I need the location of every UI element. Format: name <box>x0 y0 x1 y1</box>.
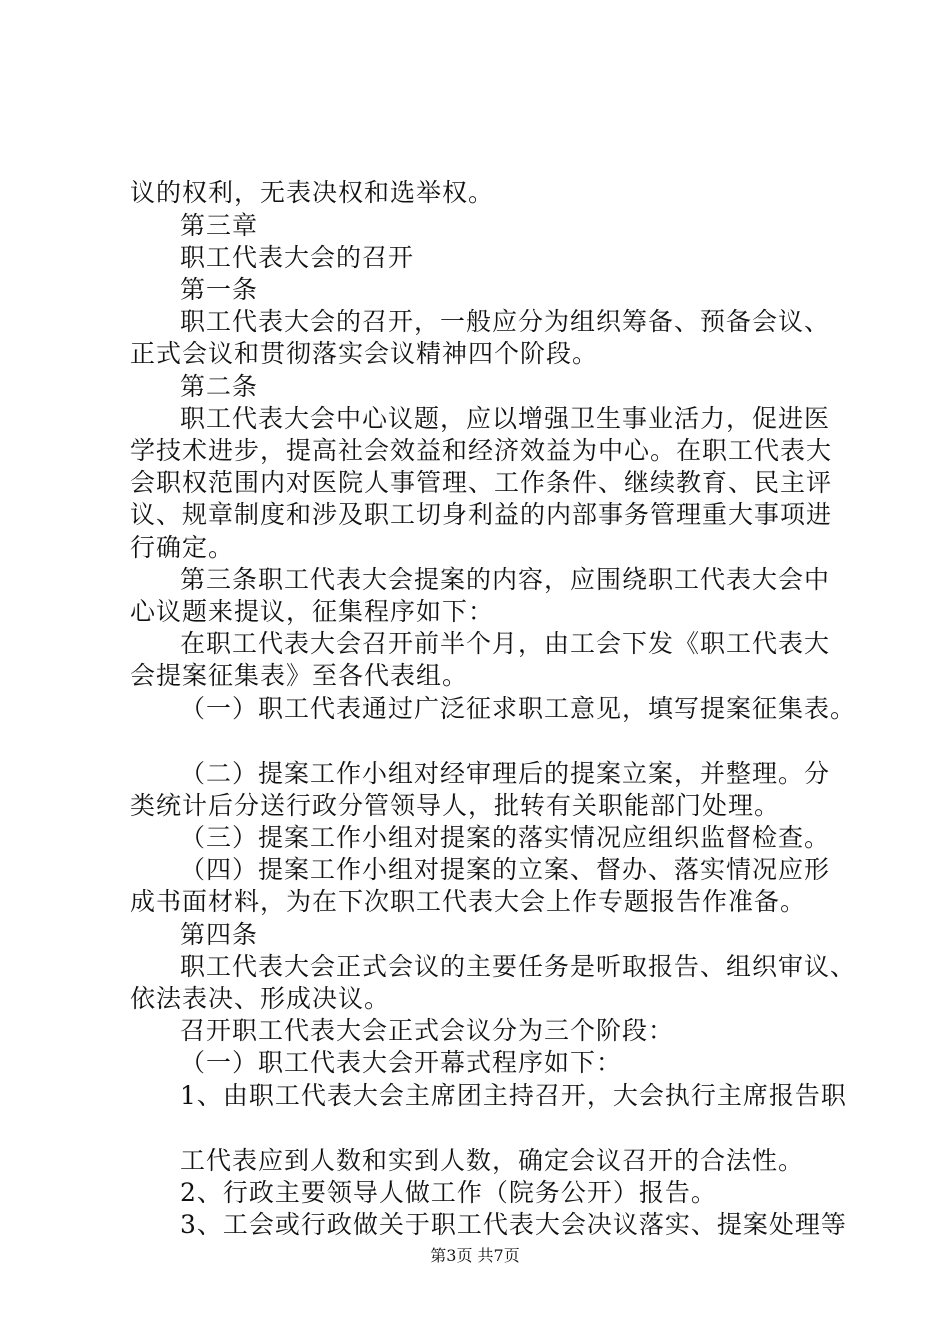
text-line: 第三条职工代表大会提案的内容，应围绕职工代表大会中 <box>180 565 831 594</box>
text-line: 在职工代表大会召开前半个月，由工会下发《职工代表大 <box>180 629 831 658</box>
text-line: 正式会议和贯彻落实会议精神四个阶段。 <box>130 339 599 368</box>
text-line: 议的权利，无表决权和选举权。 <box>130 178 495 207</box>
article-heading: 第二条 <box>180 372 259 401</box>
text-line: 会职权范围内对医院人事管理、工作条件、继续教育、民主评 <box>130 468 833 497</box>
chapter-title: 职工代表大会的召开 <box>180 243 415 272</box>
text-line: 2、行政主要领导人做工作（院务公开）报告。 <box>180 1178 717 1207</box>
text-line: （三）提案工作小组对提案的落实情况应组织监督检查。 <box>180 823 831 852</box>
text-line: 1、由职工代表大会主席团主持召开，大会执行主席报告职 <box>180 1081 847 1110</box>
text-line: （一）职工代表通过广泛征求职工意见，填写提案征集表。 <box>180 694 857 723</box>
text-line: 职工代表大会的召开，一般应分为组织筹备、预备会议、 <box>180 307 831 336</box>
text-line: 工代表应到人数和实到人数，确定会议召开的合法性。 <box>180 1146 805 1175</box>
article-heading: 第四条 <box>180 920 259 949</box>
text-line: 议、规章制度和涉及职工切身利益的内部事务管理重大事项进 <box>130 500 833 529</box>
text-line: 心议题来提议，征集程序如下： <box>130 597 495 626</box>
text-line: 会提案征集表》至各代表组。 <box>130 661 469 690</box>
text-line: （四）提案工作小组对提案的立案、督办、落实情况应形 <box>180 855 831 884</box>
text-line: 职工代表大会中心议题，应以增强卫生事业活力，促进医 <box>180 404 831 433</box>
text-line: 类统计后分送行政分管领导人，批转有关职能部门处理。 <box>130 791 781 820</box>
text-line: 3、工会或行政做关于职工代表大会决议落实、提案处理等 <box>180 1210 847 1239</box>
text-line: 依法表决、形成决议。 <box>130 984 391 1013</box>
text-line: 行确定。 <box>130 533 235 562</box>
article-heading: 第一条 <box>180 275 259 304</box>
page-number: 第3页 共7页 <box>430 1246 520 1265</box>
text-line: （一）职工代表大会开幕式程序如下： <box>180 1048 623 1077</box>
text-line: 召开职工代表大会正式会议分为三个阶段： <box>180 1016 675 1045</box>
chapter-heading: 第三章 <box>180 211 259 240</box>
text-line: （二）提案工作小组对经审理后的提案立案，并整理。分 <box>180 759 831 788</box>
text-line: 成书面材料，为在下次职工代表大会上作专题报告作准备。 <box>130 887 807 916</box>
text-line: 学技术进步，提高社会效益和经济效益为中心。在职工代表大 <box>130 436 833 465</box>
text-line: 职工代表大会正式会议的主要任务是听取报告、组织审议、 <box>180 952 857 981</box>
